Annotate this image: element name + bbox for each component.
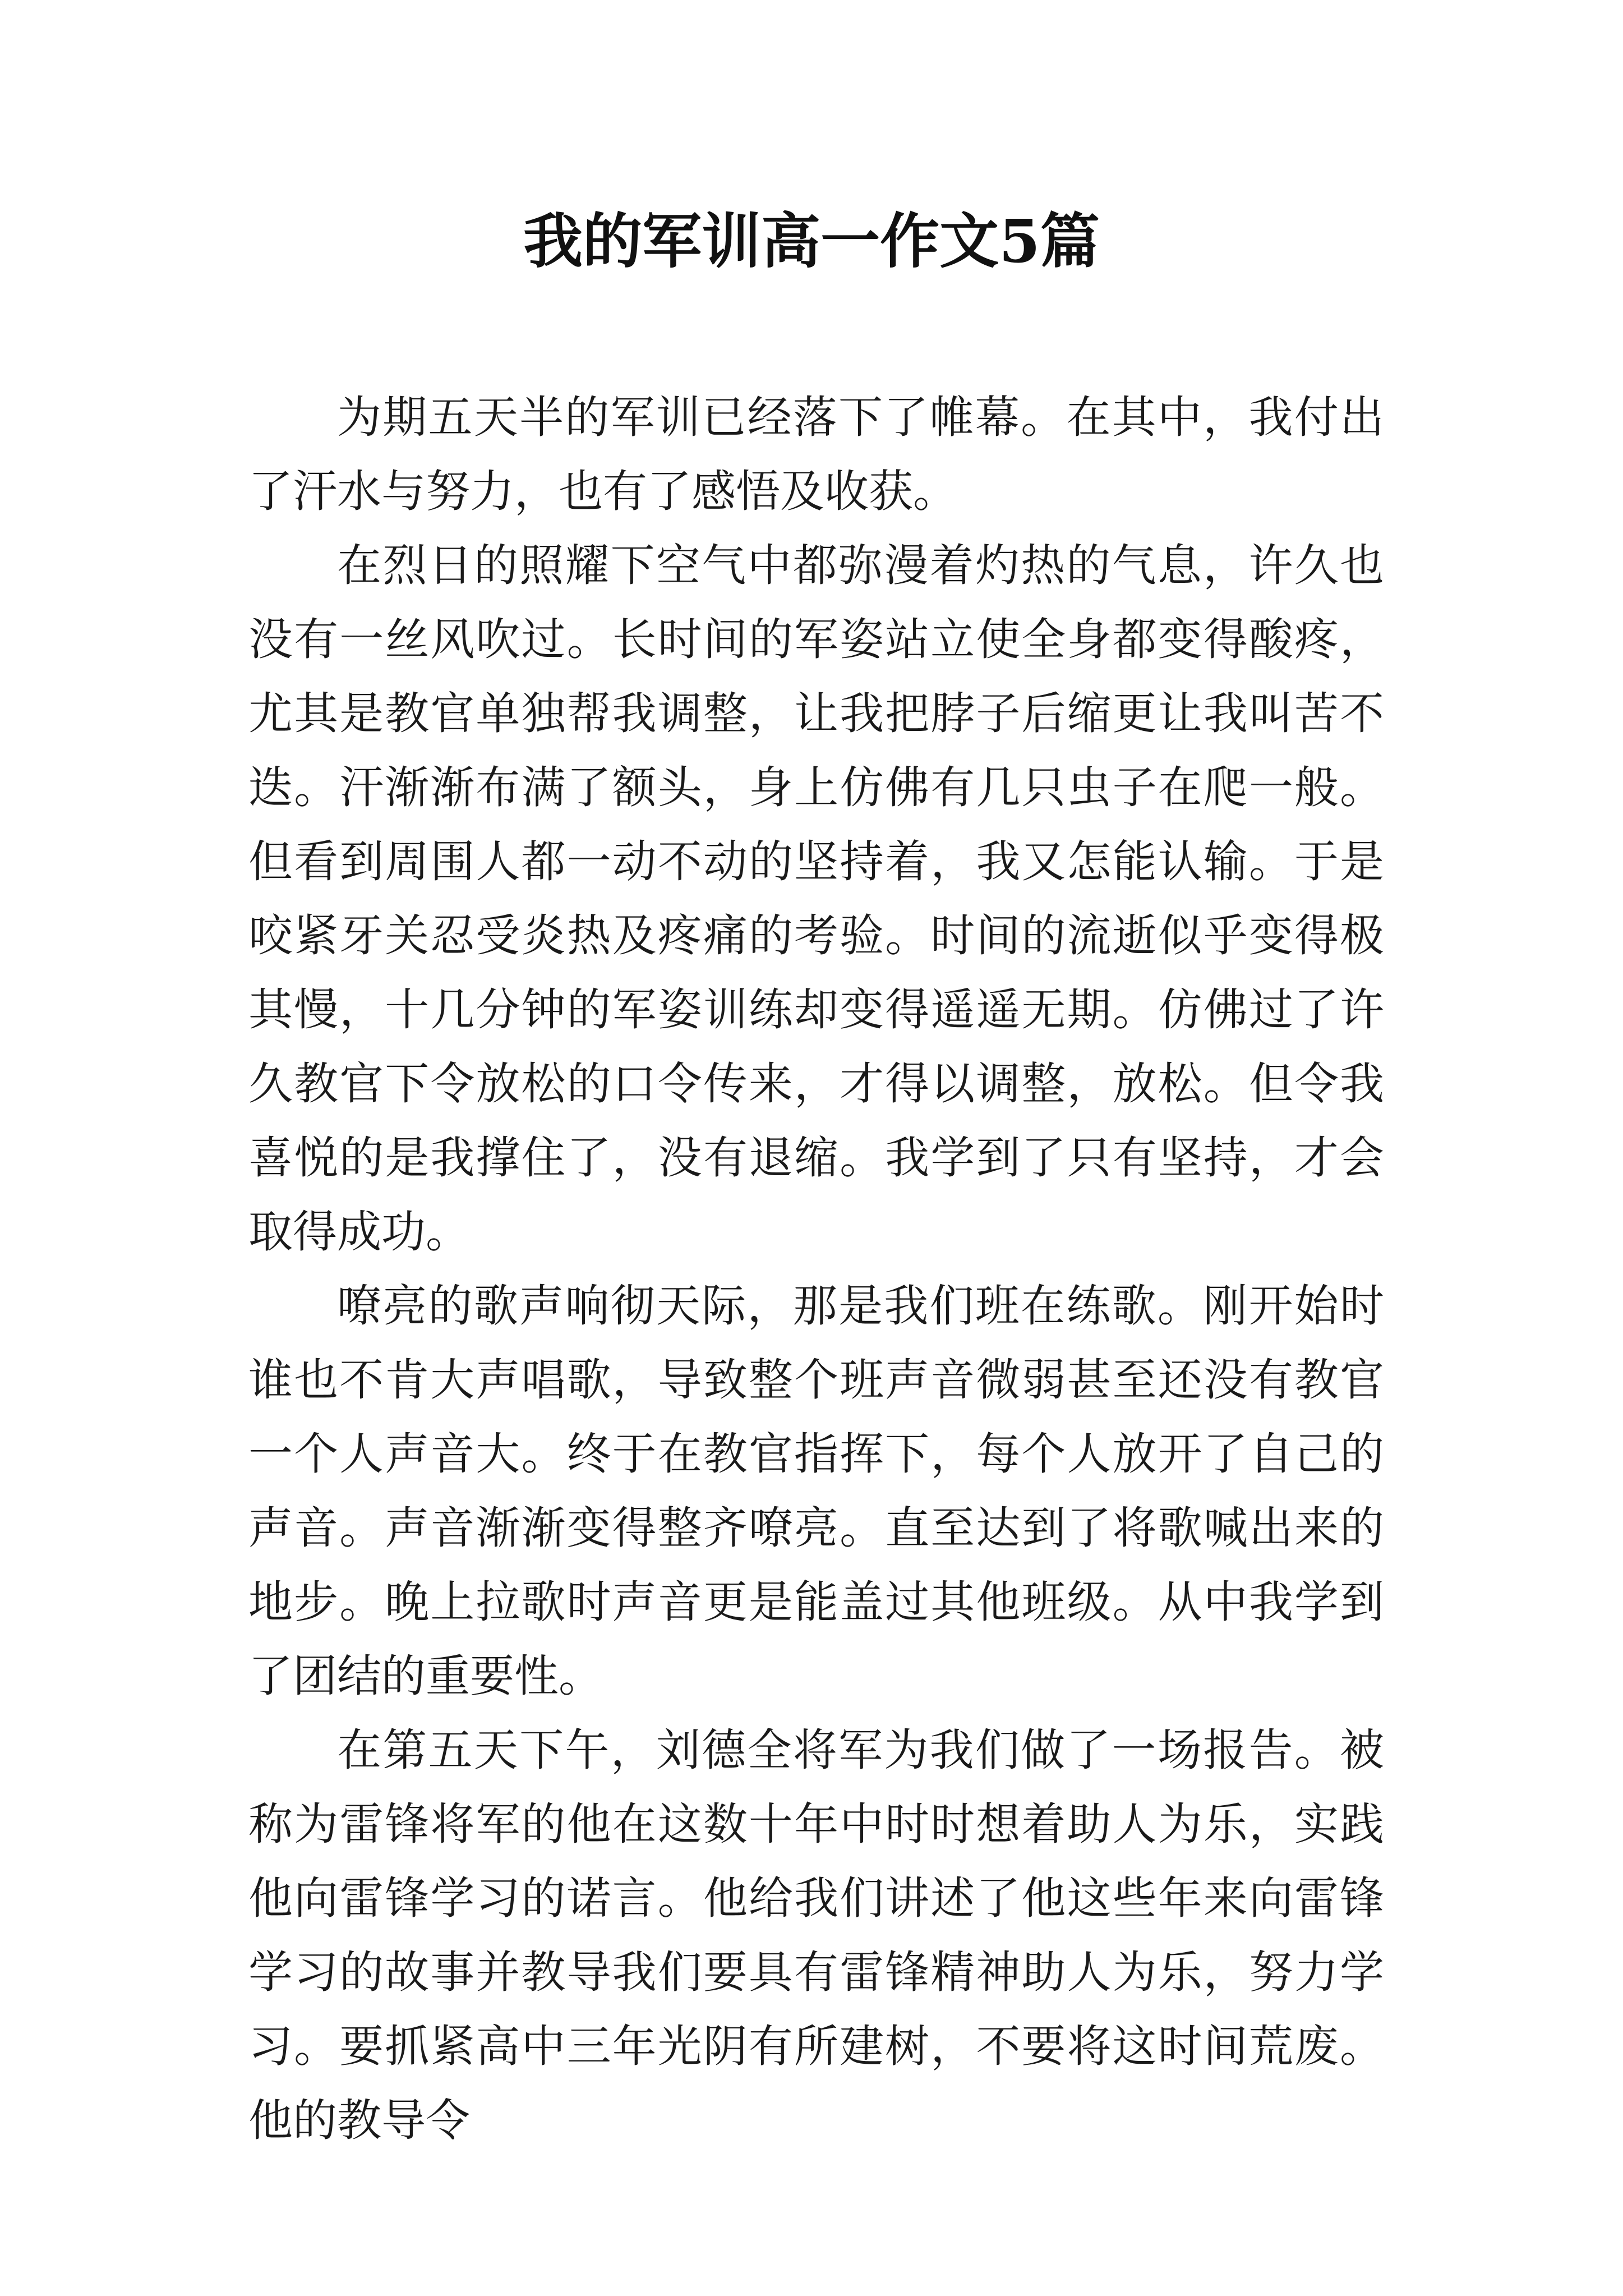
paragraph: 在第五天下午，刘德全将军为我们做了一场报告。被称为雷锋将军的他在这数十年中时时想着助人为乐，实践他向雷锋学习的诺言。他给我们讲述了他这些年来向雷锋学习的故事并教导我们要具有雷锋精神助人为乐，努力学习。要抓紧高中三年光阴有所建树，不要将这时间荒废。他的教导令	[248, 1724, 1384, 2146]
paragraph: 嘹亮的歌声响彻天际，那是我们班在练歌。刚开始时谁也不肯大声唱歌，导致整个班声音微弱甚至还没有教官一个人声音大。终于在教官指挥下，每个人放开了自己的声音。声音渐渐变得整齐嘹亮。直至达到了将歌喊出来的地步。晚上拉歌时声音更是能盖过其他班级。从中我学到了团结的重要性。	[248, 1280, 1384, 1702]
document-title: 我的军训高一作文5篇	[523, 206, 1100, 276]
document-body	[248, 380, 1384, 2157]
paragraph: 在烈日的照耀下空气中都弥漫着灼热的气息，许久也没有一丝风吹过。长时间的军姿站立使全身都变得酸疼，尤其是教官单独帮我调整，让我把脖子后缩更让我叫苦不迭。汗渐渐布满了额头，身上仿佛有几只虫子在爬一般。但看到周围人都一动不动的坚持着，我又怎能认输。于是咬紧牙关忍受炎热及疼痛的考验。时间的流逝似乎变得极其慢，十几分钟的军姿训练却变得遥遥无期。仿佛过了许久教官下令放松的口令传来，才得以调整，放松。但令我喜悦的是我撑住了，没有退缩。我学到了只有坚持，才会取得成功。	[248, 540, 1384, 1258]
paragraph: 为期五天半的军训已经落下了帷幕。在其中，我付出了汗水与努力，也有了感悟及收获。	[248, 392, 1384, 517]
